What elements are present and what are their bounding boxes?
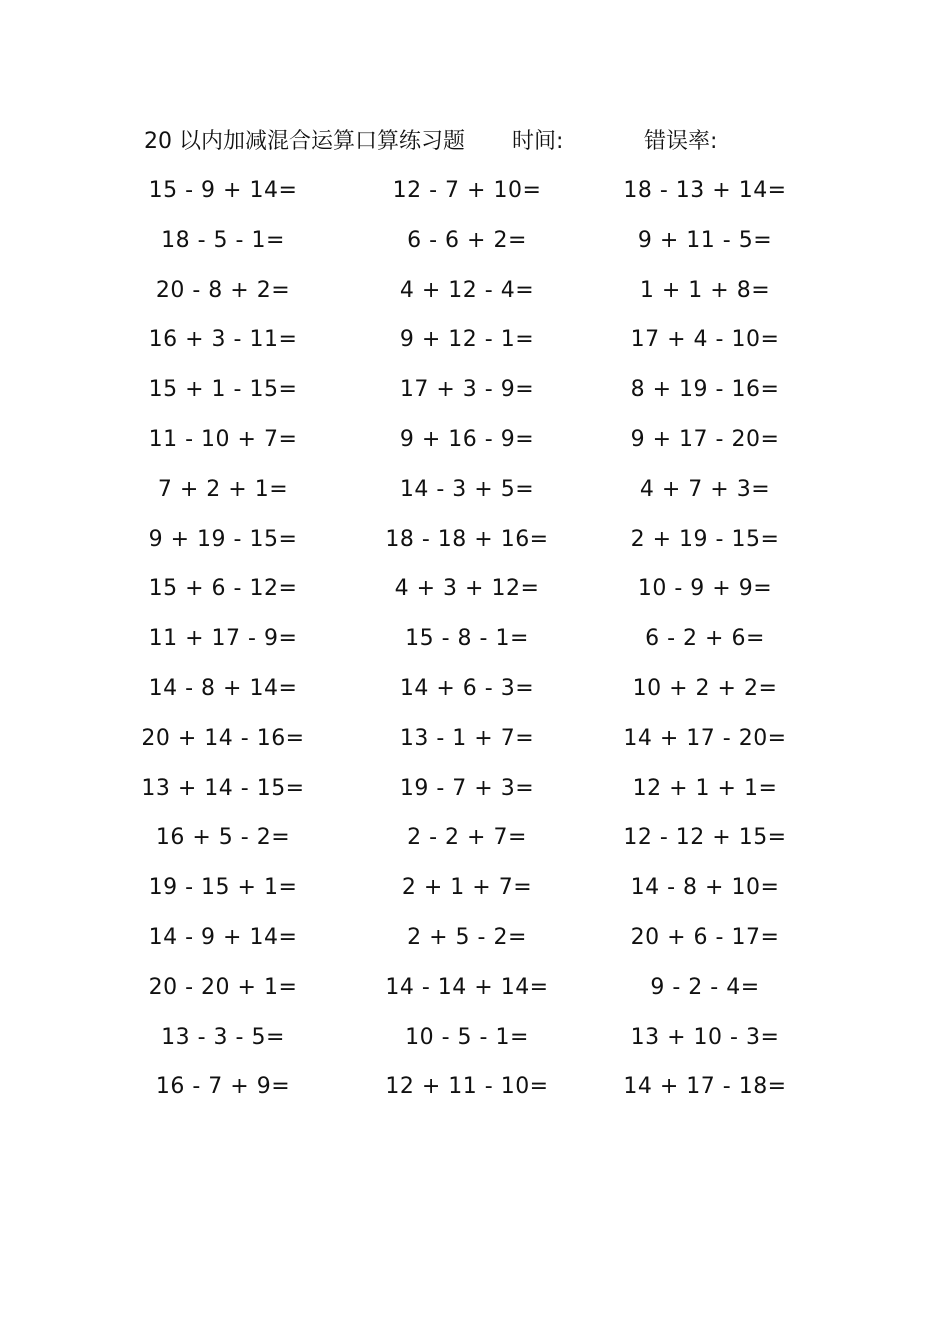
math-problem: 2 + 19 - 15= xyxy=(630,526,780,552)
math-problem: 9 + 19 - 15= xyxy=(148,526,298,552)
problem-row xyxy=(0,919,950,969)
problem-row xyxy=(0,670,950,720)
math-problem: 9 + 17 - 20= xyxy=(630,426,780,452)
math-problem: 8 + 19 - 16= xyxy=(630,377,780,403)
error-rate-label: 错误率: xyxy=(644,129,718,154)
math-problem: 16 + 5 - 2= xyxy=(155,825,291,851)
math-problem: 13 - 1 + 7= xyxy=(399,725,535,751)
problem-row xyxy=(0,222,950,272)
math-problem: 6 - 2 + 6= xyxy=(645,626,765,652)
worksheet-title: 20 以内加减混合运算口算练习题 xyxy=(144,129,465,154)
worksheet-header xyxy=(0,124,950,160)
math-problem: 18 - 13 + 14= xyxy=(623,178,787,203)
math-problem: 14 - 3 + 5= xyxy=(399,476,535,502)
math-problem: 14 - 8 + 10= xyxy=(630,875,780,901)
math-problem: 10 + 2 + 2= xyxy=(632,675,778,701)
math-problem: 19 - 15 + 1= xyxy=(148,875,298,901)
math-problem: 14 - 14 + 14= xyxy=(385,974,549,1000)
math-problem: 16 - 7 + 9= xyxy=(155,1074,291,1100)
problem-row xyxy=(0,770,950,820)
math-problem: 14 - 9 + 14= xyxy=(148,924,298,950)
problem-row xyxy=(0,1019,950,1069)
problem-row xyxy=(0,172,950,222)
problem-row xyxy=(0,819,950,869)
math-problem: 4 + 3 + 12= xyxy=(394,576,540,602)
math-problem: 17 + 3 - 9= xyxy=(399,377,535,403)
math-problem: 4 + 7 + 3= xyxy=(639,476,771,502)
math-problem: 1 + 1 + 8= xyxy=(639,277,771,303)
math-problem: 9 + 12 - 1= xyxy=(399,327,535,353)
math-problem: 2 + 5 - 2= xyxy=(407,924,527,950)
math-problem: 2 - 2 + 7= xyxy=(407,825,527,851)
math-problem: 15 - 9 + 14= xyxy=(148,178,298,203)
math-problem: 20 - 20 + 1= xyxy=(148,974,298,1000)
problem-row xyxy=(0,272,950,322)
math-problem: 13 - 3 - 5= xyxy=(161,1024,285,1050)
math-problem: 20 - 8 + 2= xyxy=(155,277,291,303)
math-problem: 6 - 6 + 2= xyxy=(407,227,527,253)
math-problem: 10 - 5 - 1= xyxy=(405,1024,529,1050)
math-problem: 12 - 12 + 15= xyxy=(623,825,787,851)
math-problem: 9 + 11 - 5= xyxy=(637,227,773,253)
math-problem: 15 - 8 - 1= xyxy=(405,626,529,652)
math-problem: 4 + 12 - 4= xyxy=(399,277,535,303)
problem-row xyxy=(0,570,950,620)
problem-row xyxy=(0,371,950,421)
problem-row xyxy=(0,720,950,770)
math-problem: 2 + 1 + 7= xyxy=(401,875,533,901)
math-problem: 13 + 14 - 15= xyxy=(141,775,305,801)
math-problem: 15 + 6 - 12= xyxy=(148,576,298,602)
math-problem: 7 + 2 + 1= xyxy=(157,476,289,502)
time-label: 时间: xyxy=(512,129,564,154)
problem-row xyxy=(0,620,950,670)
math-problem: 9 + 16 - 9= xyxy=(399,426,535,452)
math-problem: 12 + 11 - 10= xyxy=(385,1074,549,1100)
math-problem: 18 - 18 + 16= xyxy=(385,526,549,552)
math-problem: 10 - 9 + 9= xyxy=(637,576,773,602)
math-problem: 18 - 5 - 1= xyxy=(161,227,285,253)
math-problem: 12 - 7 + 10= xyxy=(392,178,542,203)
math-problem: 16 + 3 - 11= xyxy=(148,327,298,353)
math-problem: 14 + 6 - 3= xyxy=(399,675,535,701)
math-problem: 20 + 6 - 17= xyxy=(630,924,780,950)
math-problem: 13 + 10 - 3= xyxy=(630,1024,780,1050)
math-problem: 14 + 17 - 20= xyxy=(623,725,787,751)
problem-row xyxy=(0,471,950,521)
math-problem: 11 - 10 + 7= xyxy=(148,426,298,452)
problem-row xyxy=(0,1068,950,1118)
problem-row xyxy=(0,969,950,1019)
math-problem: 11 + 17 - 9= xyxy=(148,626,298,652)
math-problem: 17 + 4 - 10= xyxy=(630,327,780,353)
math-problem: 14 + 17 - 18= xyxy=(623,1074,787,1100)
math-problem: 19 - 7 + 3= xyxy=(399,775,535,801)
math-problem: 15 + 1 - 15= xyxy=(148,377,298,403)
math-problem: 9 - 2 - 4= xyxy=(650,974,760,1000)
problem-row xyxy=(0,521,950,571)
problem-row xyxy=(0,421,950,471)
math-problem: 14 - 8 + 14= xyxy=(148,675,298,701)
problem-row xyxy=(0,869,950,919)
math-problem: 20 + 14 - 16= xyxy=(141,725,305,751)
problem-row xyxy=(0,321,950,371)
math-problem: 12 + 1 + 1= xyxy=(632,775,778,801)
problem-grid xyxy=(0,172,950,1118)
